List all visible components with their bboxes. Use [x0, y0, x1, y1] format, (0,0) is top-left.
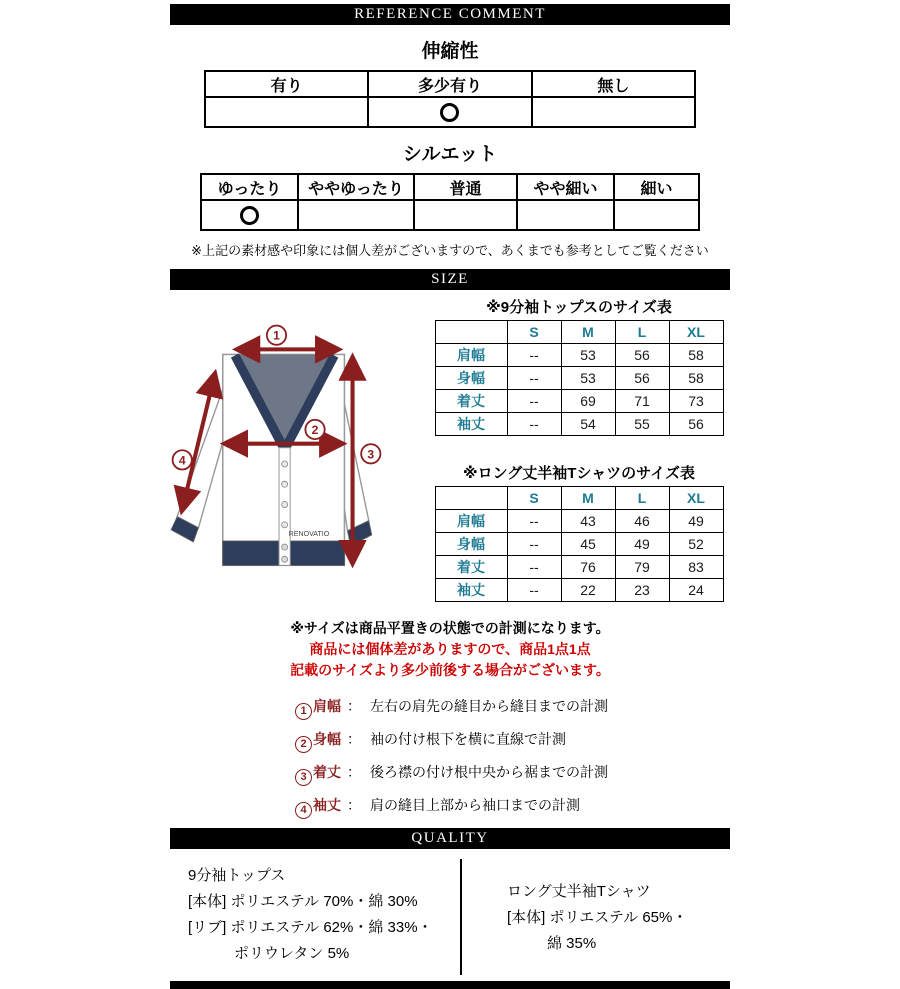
- size-value: 71: [615, 390, 669, 413]
- corner-cell: [435, 487, 507, 510]
- stretch-option-label: 無し: [532, 71, 695, 97]
- selected-circle-icon: [440, 103, 459, 122]
- size-value: 22: [561, 579, 615, 602]
- size-row-header: 袖丈: [435, 413, 507, 436]
- stretch-option-label: 有り: [205, 71, 368, 97]
- measurement-note-line: 記載のサイズより多少前後する場合がございます。: [290, 662, 610, 678]
- measure-term: 袖丈: [313, 797, 341, 813]
- measure-description: 肩の縫目上部から袖口までの計測: [370, 797, 580, 813]
- size-tables-column: [425, 294, 733, 602]
- svg-text:2: 2: [311, 423, 319, 438]
- size-col-header: S: [507, 487, 561, 510]
- measurement-definitions: [295, 696, 715, 819]
- selected-circle-icon: [240, 206, 259, 225]
- quality-section: [130, 859, 770, 975]
- size-row-header: 袖丈: [435, 579, 507, 602]
- size-value: 45: [561, 533, 615, 556]
- circled-2-icon: [305, 420, 324, 439]
- quality-tshirt-material: 綿 35%: [547, 935, 597, 952]
- separator: ：: [347, 698, 361, 714]
- size-section: [0, 294, 900, 602]
- silhouette-mark-cell: [201, 200, 298, 230]
- circled-3-icon: [361, 444, 380, 463]
- size-row-header: 着丈: [435, 390, 507, 413]
- reference-comment-header: REFERENCE COMMENT: [170, 4, 730, 25]
- size-header: SIZE: [170, 269, 730, 290]
- silhouette-table: [200, 173, 700, 231]
- next-section-header-partial: [170, 981, 730, 989]
- size-value: 23: [615, 579, 669, 602]
- size-value: --: [507, 579, 561, 602]
- size-value: 79: [615, 556, 669, 579]
- measure-term: 着丈: [313, 764, 341, 780]
- size-table-tshirt: [435, 486, 724, 602]
- size-value: 56: [669, 413, 723, 436]
- measure-term: 身幅: [313, 731, 341, 747]
- circled-number-icon: 2: [295, 736, 312, 753]
- separator: ：: [347, 797, 361, 813]
- silhouette-option-label: 普通: [414, 174, 517, 200]
- size-col-header: L: [615, 321, 669, 344]
- circled-1-icon: [267, 326, 286, 345]
- stretch-option-label: 多少有り: [368, 71, 531, 97]
- svg-text:4: 4: [178, 453, 186, 468]
- size-value: 58: [669, 367, 723, 390]
- separator: ：: [347, 731, 361, 747]
- circled-number-icon: 4: [295, 802, 312, 819]
- measure-description: 左右の肩先の縫目から縫目までの計測: [370, 698, 608, 714]
- stretch-mark-cell: [532, 97, 695, 127]
- silhouette-section-title: シルエット: [402, 144, 498, 165]
- size-value: 24: [669, 579, 723, 602]
- size-value: 73: [669, 390, 723, 413]
- size-col-header: XL: [669, 487, 723, 510]
- quality-tops-material: ポリウレタン 5%: [234, 945, 350, 962]
- cardigan-measurement-diagram: [167, 322, 399, 602]
- reference-disclaimer: ※上記の素材感や印象には個人差がございますので、あくまでも参考としてご覧ください: [191, 243, 709, 258]
- size-value: 53: [561, 367, 615, 390]
- size-col-header: L: [615, 487, 669, 510]
- size-table-tops: [435, 320, 724, 436]
- stretch-table: [204, 70, 696, 128]
- size-value: 46: [615, 510, 669, 533]
- silhouette-option-label: 細い: [614, 174, 699, 200]
- quality-tops-material: [リブ] ポリエステル 62%・綿 33%・: [188, 919, 433, 936]
- stretch-mark-cell: [205, 97, 368, 127]
- circled-number-icon: 3: [295, 769, 312, 786]
- silhouette-option-label: やや細い: [517, 174, 614, 200]
- quality-tshirt: [462, 859, 770, 975]
- svg-text:3: 3: [367, 447, 375, 462]
- size-value: 56: [615, 367, 669, 390]
- size-row-header: 着丈: [435, 556, 507, 579]
- size-value: 56: [615, 344, 669, 367]
- quality-header: QUALITY: [170, 828, 730, 849]
- size-value: 69: [561, 390, 615, 413]
- brand-label: RENOVATIO: [288, 529, 330, 538]
- quality-tops-material: [本体] ポリエステル 70%・綿 30%: [188, 893, 418, 910]
- size-value: 76: [561, 556, 615, 579]
- size-col-header: M: [561, 321, 615, 344]
- measurement-notes: [0, 618, 900, 681]
- silhouette-option-label: ゆったり: [201, 174, 298, 200]
- size-value: --: [507, 556, 561, 579]
- measure-description: 袖の付け根下を横に直線で計測: [370, 731, 566, 747]
- silhouette-option-label: ややゆったり: [298, 174, 414, 200]
- measurement-note-line: ※サイズは商品平置きの状態での計測になります。: [290, 620, 610, 636]
- measure-definition-length: [295, 762, 715, 786]
- svg-text:1: 1: [273, 328, 280, 343]
- size-value: 53: [561, 344, 615, 367]
- quality-tshirt-title: ロング丈半袖Tシャツ: [507, 883, 651, 900]
- quality-tops: [130, 859, 460, 975]
- silhouette-mark-cell: [298, 200, 414, 230]
- size-value: 49: [669, 510, 723, 533]
- quality-tshirt-material: [本体] ポリエステル 65%・: [507, 909, 688, 926]
- separator: ：: [347, 764, 361, 780]
- size-value: 43: [561, 510, 615, 533]
- size-value: --: [507, 510, 561, 533]
- size-value: --: [507, 344, 561, 367]
- size-value: --: [507, 533, 561, 556]
- size-value: 83: [669, 556, 723, 579]
- stretch-mark-cell: [368, 97, 531, 127]
- measurement-note-line: 商品には個体差がありますので、商品1点1点: [309, 641, 591, 657]
- circled-4-icon: [173, 450, 192, 469]
- measure-description: 後ろ襟の付け根中央から裾までの計測: [370, 764, 608, 780]
- measure-definition-body-width: [295, 729, 715, 753]
- size-value: 58: [669, 344, 723, 367]
- quality-tops-title: 9分袖トップス: [188, 867, 286, 884]
- size-row-header: 肩幅: [435, 510, 507, 533]
- size-row-header: 肩幅: [435, 344, 507, 367]
- size-col-header: S: [507, 321, 561, 344]
- size-table2-title: ※ロング丈半袖Tシャツのサイズ表: [463, 465, 695, 482]
- silhouette-mark-cell: [614, 200, 699, 230]
- circled-number-icon: 1: [295, 703, 312, 720]
- silhouette-mark-cell: [517, 200, 614, 230]
- measure-definition-sleeve: [295, 795, 715, 819]
- size-value: 54: [561, 413, 615, 436]
- silhouette-mark-cell: [414, 200, 517, 230]
- size-value: 49: [615, 533, 669, 556]
- size-table1-title: ※9分袖トップスのサイズ表: [486, 299, 672, 316]
- size-col-header: XL: [669, 321, 723, 344]
- measure-definition-shoulder: [295, 696, 715, 720]
- corner-cell: [435, 321, 507, 344]
- size-col-header: M: [561, 487, 615, 510]
- size-value: --: [507, 390, 561, 413]
- measure-term: 肩幅: [313, 698, 341, 714]
- size-value: 55: [615, 413, 669, 436]
- size-value: --: [507, 413, 561, 436]
- size-row-header: 身幅: [435, 533, 507, 556]
- size-row-header: 身幅: [435, 367, 507, 390]
- size-value: --: [507, 367, 561, 390]
- size-value: 52: [669, 533, 723, 556]
- stretch-section-title: 伸縮性: [421, 41, 479, 62]
